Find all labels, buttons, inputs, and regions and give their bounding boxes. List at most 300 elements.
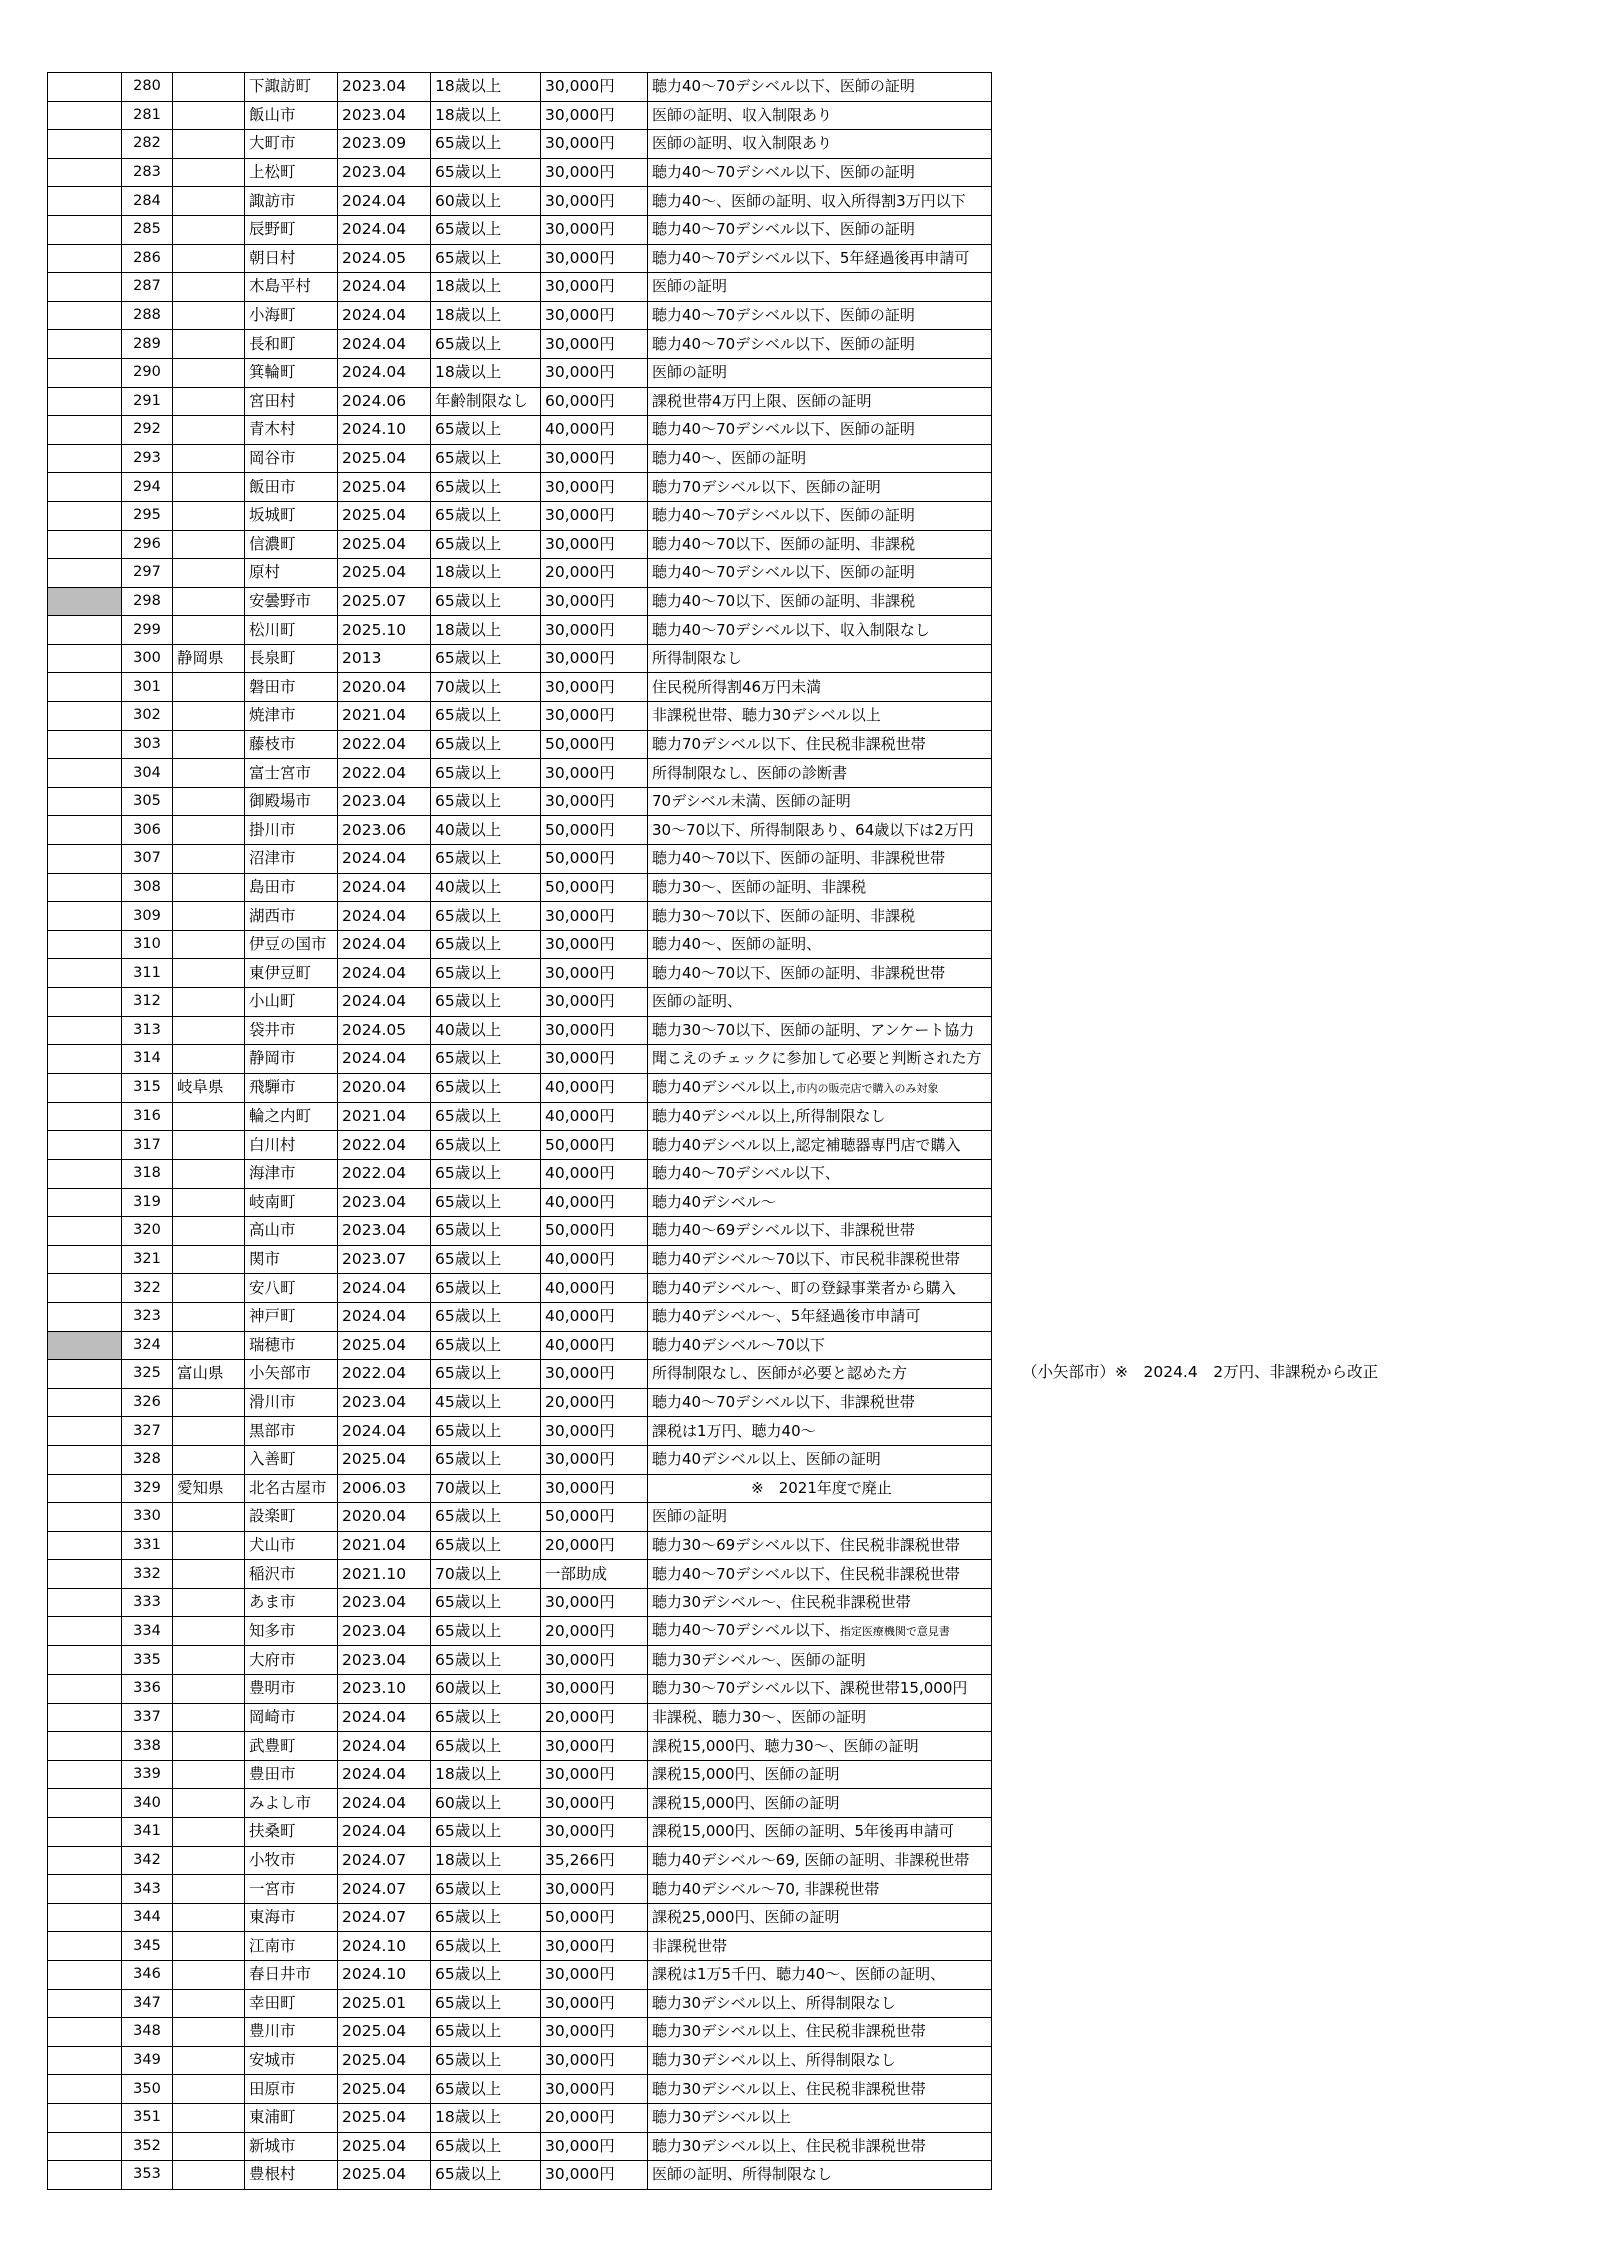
note-text: 所得制限なし [652, 649, 743, 668]
row-number: 300 [122, 644, 173, 673]
conditions-note [648, 387, 992, 416]
conditions-note [648, 930, 992, 959]
municipality: 辰野町 [245, 215, 338, 244]
start-date: 2024.07 [338, 1875, 431, 1904]
start-date: 2025.04 [338, 2018, 431, 2047]
prefecture [173, 1818, 245, 1847]
subsidy-amount: 30,000円 [541, 301, 648, 330]
table-row [48, 1131, 992, 1160]
age-condition: 18歳以上 [431, 1760, 541, 1789]
note-text: 医師の証明 [652, 363, 728, 382]
start-date: 2024.04 [338, 330, 431, 359]
table-row [48, 2103, 992, 2132]
conditions-note [648, 1588, 992, 1617]
prefecture [173, 1560, 245, 1589]
row-number: 331 [122, 1531, 173, 1560]
municipality: 坂城町 [245, 501, 338, 530]
conditions-note [648, 2132, 992, 2161]
table-row [48, 816, 992, 845]
municipality: 東海市 [245, 1903, 338, 1932]
age-condition: 40歳以上 [431, 873, 541, 902]
note-text: 聴力30デシベル以上、所得制限なし [652, 1993, 896, 2012]
prefecture [173, 673, 245, 702]
age-condition: 65歳以上 [431, 587, 541, 616]
municipality: 藤枝市 [245, 730, 338, 759]
age-condition: 65歳以上 [431, 1503, 541, 1532]
start-date: 2025.04 [338, 473, 431, 502]
note-text: 聴力30デシベル以上、住民税非課税世帯 [652, 2022, 926, 2041]
row-marker-cell [48, 1932, 122, 1961]
subsidy-amount: 30,000円 [541, 759, 648, 788]
municipality: 湖西市 [245, 902, 338, 931]
conditions-note [648, 1388, 992, 1417]
start-date: 2023.04 [338, 1188, 431, 1217]
age-condition: 65歳以上 [431, 702, 541, 731]
prefecture: 静岡県 [173, 644, 245, 673]
subsidy-amount: 30,000円 [541, 2046, 648, 2075]
age-condition: 18歳以上 [431, 358, 541, 387]
start-date: 2021.10 [338, 1560, 431, 1589]
prefecture [173, 759, 245, 788]
row-marker-cell [48, 1846, 122, 1875]
subsidy-amount: 30,000円 [541, 959, 648, 988]
subsidy-amount: 30,000円 [541, 158, 648, 187]
table-row [48, 616, 992, 645]
subsidy-amount: 40,000円 [541, 1274, 648, 1303]
conditions-note [648, 1188, 992, 1217]
age-condition: 65歳以上 [431, 930, 541, 959]
subsidy-amount: 20,000円 [541, 1531, 648, 1560]
note-text: 聴力40～70デシベル以下、医師の証明 [652, 334, 915, 353]
conditions-note [648, 1045, 992, 1074]
row-number: 353 [122, 2161, 173, 2190]
conditions-note [648, 1675, 992, 1704]
note-text: 聴力40～70デシベル以下、医師の証明 [652, 306, 915, 325]
start-date: 2013 [338, 644, 431, 673]
note-text: 聴力40～70デシベル以下、医師の証明 [652, 563, 915, 582]
prefecture [173, 1675, 245, 1704]
row-marker-cell [48, 215, 122, 244]
row-marker-cell [48, 1875, 122, 1904]
municipality: 飛騨市 [245, 1073, 338, 1102]
row-marker-cell [48, 1073, 122, 1102]
prefecture [173, 501, 245, 530]
subsidy-amount: 30,000円 [541, 1989, 648, 2018]
row-number: 347 [122, 1989, 173, 2018]
subsidy-amount: 30,000円 [541, 1045, 648, 1074]
start-date: 2024.04 [338, 1818, 431, 1847]
start-date: 2023.04 [338, 1588, 431, 1617]
row-marker-cell [48, 1102, 122, 1131]
municipality: みよし市 [245, 1789, 338, 1818]
prefecture [173, 1932, 245, 1961]
row-marker-cell [48, 1474, 122, 1503]
row-marker-cell [48, 587, 122, 616]
prefecture [173, 1760, 245, 1789]
prefecture [173, 1274, 245, 1303]
age-condition: 65歳以上 [431, 215, 541, 244]
start-date: 2025.07 [338, 587, 431, 616]
table-row [48, 702, 992, 731]
table-row [48, 387, 992, 416]
prefecture [173, 902, 245, 931]
conditions-note [648, 1217, 992, 1246]
table-row [48, 1903, 992, 1932]
conditions-note [648, 702, 992, 731]
conditions-note [648, 1503, 992, 1532]
subsidy-amount: 20,000円 [541, 1617, 648, 1646]
note-text: 聴力40～70デシベル以下、医師の証明 [652, 220, 915, 239]
start-date: 2024.04 [338, 1732, 431, 1761]
municipality: 幸田町 [245, 1989, 338, 2018]
age-condition: 65歳以上 [431, 1732, 541, 1761]
start-date: 2023.09 [338, 130, 431, 159]
municipality: 神戸町 [245, 1302, 338, 1331]
municipality: 一宮市 [245, 1875, 338, 1904]
row-marker-cell [48, 101, 122, 130]
age-condition: 18歳以上 [431, 273, 541, 302]
prefecture [173, 2161, 245, 2190]
table-row [48, 330, 992, 359]
table-row [48, 1932, 992, 1961]
prefecture [173, 1846, 245, 1875]
municipality: 高山市 [245, 1217, 338, 1246]
conditions-note [648, 244, 992, 273]
municipality: 御殿場市 [245, 787, 338, 816]
table-row [48, 1045, 992, 1074]
row-number: 318 [122, 1159, 173, 1188]
age-condition: 65歳以上 [431, 1417, 541, 1446]
prefecture [173, 444, 245, 473]
subsidy-amount: 30,000円 [541, 902, 648, 931]
start-date: 2022.04 [338, 730, 431, 759]
row-marker-cell [48, 2018, 122, 2047]
subsidy-amount: 30,000円 [541, 673, 648, 702]
prefecture [173, 587, 245, 616]
note-text: 聴力40～70デシベル以下、非課税世帯 [652, 1393, 915, 1412]
row-number: 345 [122, 1932, 173, 1961]
subsidy-amount: 30,000円 [541, 1760, 648, 1789]
note-text: 聴力30デシベル以上、所得制限なし [652, 2051, 896, 2070]
subsidy-amount: 30,000円 [541, 73, 648, 102]
row-marker-cell [48, 1760, 122, 1789]
age-condition: 18歳以上 [431, 2103, 541, 2132]
row-number: 291 [122, 387, 173, 416]
conditions-note [648, 444, 992, 473]
age-condition: 45歳以上 [431, 1388, 541, 1417]
row-marker-cell [48, 959, 122, 988]
prefecture [173, 1903, 245, 1932]
municipality: 安城市 [245, 2046, 338, 2075]
municipality: 岡崎市 [245, 1703, 338, 1732]
start-date: 2020.04 [338, 1073, 431, 1102]
row-marker-cell [48, 559, 122, 588]
table-row [48, 1245, 992, 1274]
row-number: 346 [122, 1961, 173, 1990]
row-number: 283 [122, 158, 173, 187]
row-marker-cell [48, 501, 122, 530]
age-condition: 65歳以上 [431, 158, 541, 187]
conditions-note [648, 1245, 992, 1274]
start-date: 2020.04 [338, 1503, 431, 1532]
age-condition: 40歳以上 [431, 1016, 541, 1045]
row-marker-cell [48, 1045, 122, 1074]
age-condition: 65歳以上 [431, 902, 541, 931]
subsidy-amount: 40,000円 [541, 1073, 648, 1102]
start-date: 2025.10 [338, 616, 431, 645]
note-text: 住民税所得割46万円未満 [652, 677, 822, 696]
subsidy-amount: 40,000円 [541, 416, 648, 445]
table-row [48, 530, 992, 559]
age-condition: 65歳以上 [431, 1875, 541, 1904]
prefecture [173, 2046, 245, 2075]
municipality: 焼津市 [245, 702, 338, 731]
age-condition: 65歳以上 [431, 1274, 541, 1303]
row-marker-cell [48, 1331, 122, 1360]
subsidy-amount: 30,000円 [541, 2075, 648, 2104]
municipality: 武豊町 [245, 1732, 338, 1761]
conditions-note [648, 845, 992, 874]
conditions-note [648, 1789, 992, 1818]
row-marker-cell [48, 1417, 122, 1446]
note-text: 課税15,000円、医師の証明 [652, 1765, 840, 1784]
conditions-note [648, 473, 992, 502]
subsidy-amount: 50,000円 [541, 1131, 648, 1160]
prefecture [173, 130, 245, 159]
table-row [48, 2132, 992, 2161]
conditions-note [648, 2161, 992, 2190]
start-date: 2024.04 [338, 930, 431, 959]
age-condition: 65歳以上 [431, 2018, 541, 2047]
subsidy-amount: 30,000円 [541, 616, 648, 645]
subsidy-amount: 30,000円 [541, 130, 648, 159]
municipality: 豊田市 [245, 1760, 338, 1789]
age-condition: 18歳以上 [431, 73, 541, 102]
note-text: 30～70以下、所得制限あり、64歳以下は2万円 [652, 820, 974, 839]
conditions-note [648, 1646, 992, 1675]
prefecture [173, 1703, 245, 1732]
prefecture [173, 1732, 245, 1761]
municipality: 信濃町 [245, 530, 338, 559]
start-date: 2023.04 [338, 1388, 431, 1417]
subsidy-amount: 40,000円 [541, 1331, 648, 1360]
note-text: 聴力40～70デシベル以下、医師の証明 [652, 420, 915, 439]
row-marker-cell [48, 1903, 122, 1932]
note-text: 聴力40デシベル以上、医師の証明 [652, 1450, 881, 1469]
note-text: 所得制限なし、医師が必要と認めた方 [652, 1364, 908, 1383]
age-condition: 65歳以上 [431, 1588, 541, 1617]
table-row [48, 130, 992, 159]
table-row [48, 416, 992, 445]
municipality: 海津市 [245, 1159, 338, 1188]
conditions-note [648, 2018, 992, 2047]
note-text: 聴力40～、医師の証明、収入所得割3万円以下 [652, 191, 966, 210]
start-date: 2024.10 [338, 416, 431, 445]
municipality: 原村 [245, 559, 338, 588]
row-marker-cell [48, 730, 122, 759]
table-row [48, 101, 992, 130]
note-text: 聴力40デシベル～70以下、市民税非課税世帯 [652, 1250, 960, 1269]
note-text: 聴力40～70デシベル以下、医師の証明 [652, 506, 915, 525]
municipality: 入善町 [245, 1445, 338, 1474]
municipality: 松川町 [245, 616, 338, 645]
conditions-note [648, 559, 992, 588]
row-number: 290 [122, 358, 173, 387]
row-number: 309 [122, 902, 173, 931]
subsidy-amount: 40,000円 [541, 1245, 648, 1274]
prefecture [173, 2132, 245, 2161]
row-number: 351 [122, 2103, 173, 2132]
prefecture [173, 1131, 245, 1160]
municipality: 長泉町 [245, 644, 338, 673]
conditions-note [648, 616, 992, 645]
age-condition: 65歳以上 [431, 1531, 541, 1560]
table-row [48, 1588, 992, 1617]
start-date: 2024.04 [338, 845, 431, 874]
start-date: 2025.04 [338, 530, 431, 559]
row-marker-cell [48, 1588, 122, 1617]
table-row [48, 1274, 992, 1303]
subsidy-amount: 30,000円 [541, 1474, 648, 1503]
note-text: 聴力70デシベル以下、医師の証明 [652, 477, 881, 496]
subsidy-amount: 30,000円 [541, 1732, 648, 1761]
row-marker-cell [48, 158, 122, 187]
municipality: 東浦町 [245, 2103, 338, 2132]
row-number: 336 [122, 1675, 173, 1704]
municipality: 知多市 [245, 1617, 338, 1646]
prefecture [173, 1217, 245, 1246]
row-marker-cell [48, 1818, 122, 1847]
subsidy-amount: 30,000円 [541, 101, 648, 130]
table-row [48, 1360, 992, 1389]
table-row [48, 2018, 992, 2047]
prefecture [173, 1875, 245, 1904]
table-row [48, 930, 992, 959]
conditions-note [648, 959, 992, 988]
row-number: 316 [122, 1102, 173, 1131]
note-text: ※ 2021年度で廃止 [751, 1478, 892, 1497]
conditions-note [648, 187, 992, 216]
note-text: 聴力40～70デシベル以下、収入制限なし [652, 620, 930, 639]
start-date: 2023.10 [338, 1675, 431, 1704]
row-number: 325 [122, 1360, 173, 1389]
row-number: 297 [122, 559, 173, 588]
row-number: 335 [122, 1646, 173, 1675]
municipality: 設楽町 [245, 1503, 338, 1532]
table-row [48, 73, 992, 102]
row-number: 334 [122, 1617, 173, 1646]
table-row [48, 473, 992, 502]
row-marker-cell [48, 387, 122, 416]
row-number: 322 [122, 1274, 173, 1303]
prefecture [173, 1531, 245, 1560]
note-text: 聴力40デシベル～、5年経過後市申請可 [652, 1307, 921, 1326]
row-marker-cell [48, 1131, 122, 1160]
conditions-note [648, 1474, 992, 1503]
row-marker-cell [48, 1217, 122, 1246]
subsidy-amount: 30,000円 [541, 330, 648, 359]
conditions-note [648, 1875, 992, 1904]
conditions-note [648, 1903, 992, 1932]
prefecture [173, 787, 245, 816]
table-row [48, 873, 992, 902]
prefecture: 富山県 [173, 1360, 245, 1389]
row-number: 287 [122, 273, 173, 302]
municipality: 扶桑町 [245, 1818, 338, 1847]
row-number: 282 [122, 130, 173, 159]
subsidy-amount: 30,000円 [541, 358, 648, 387]
subsidy-amount: 30,000円 [541, 1932, 648, 1961]
conditions-note [648, 73, 992, 102]
municipality: 輪之内町 [245, 1102, 338, 1131]
age-condition: 65歳以上 [431, 1617, 541, 1646]
start-date: 2023.04 [338, 787, 431, 816]
municipality: 稲沢市 [245, 1560, 338, 1589]
table-row [48, 1646, 992, 1675]
row-number: 293 [122, 444, 173, 473]
start-date: 2021.04 [338, 702, 431, 731]
start-date: 2025.04 [338, 2103, 431, 2132]
age-condition: 65歳以上 [431, 959, 541, 988]
note-fine-print: 指定医療機関で意見書 [839, 1625, 950, 1639]
start-date: 2024.04 [338, 873, 431, 902]
table-row [48, 1846, 992, 1875]
row-number: 292 [122, 416, 173, 445]
row-number: 298 [122, 587, 173, 616]
row-number: 341 [122, 1818, 173, 1847]
start-date: 2021.04 [338, 1102, 431, 1131]
table-row [48, 730, 992, 759]
start-date: 2024.04 [338, 358, 431, 387]
start-date: 2024.04 [338, 301, 431, 330]
conditions-note [648, 1073, 992, 1102]
row-marker-cell [48, 330, 122, 359]
municipality: 伊豆の国市 [245, 930, 338, 959]
municipality: 安八町 [245, 1274, 338, 1303]
subsidy-amount: 40,000円 [541, 1302, 648, 1331]
row-marker-cell [48, 1245, 122, 1274]
age-condition: 65歳以上 [431, 1159, 541, 1188]
prefecture [173, 187, 245, 216]
row-number: 301 [122, 673, 173, 702]
start-date: 2025.04 [338, 1445, 431, 1474]
prefecture [173, 473, 245, 502]
start-date: 2024.04 [338, 959, 431, 988]
conditions-note [648, 1703, 992, 1732]
note-text: 医師の証明、所得制限なし [652, 2165, 833, 2184]
note-text: 課税は1万円、聴力40～ [652, 1421, 816, 1440]
table-row [48, 1961, 992, 1990]
note-text: 聴力40～70以下、医師の証明、非課税世帯 [652, 849, 946, 868]
municipality: 岐南町 [245, 1188, 338, 1217]
age-condition: 40歳以上 [431, 816, 541, 845]
municipality: 沼津市 [245, 845, 338, 874]
prefecture [173, 273, 245, 302]
subsidy-amount: 30,000円 [541, 1875, 648, 1904]
subsidy-amount: 30,000円 [541, 444, 648, 473]
municipality: 朝日村 [245, 244, 338, 273]
subsidy-amount: 50,000円 [541, 730, 648, 759]
row-number: 305 [122, 787, 173, 816]
note-text: 聴力30デシベル以上、住民税非課税世帯 [652, 2079, 926, 2098]
row-marker-cell [48, 1445, 122, 1474]
table-row [48, 187, 992, 216]
prefecture [173, 559, 245, 588]
row-number: 312 [122, 988, 173, 1017]
start-date: 2024.04 [338, 1045, 431, 1074]
start-date: 2025.04 [338, 2161, 431, 2190]
municipality: 小海町 [245, 301, 338, 330]
